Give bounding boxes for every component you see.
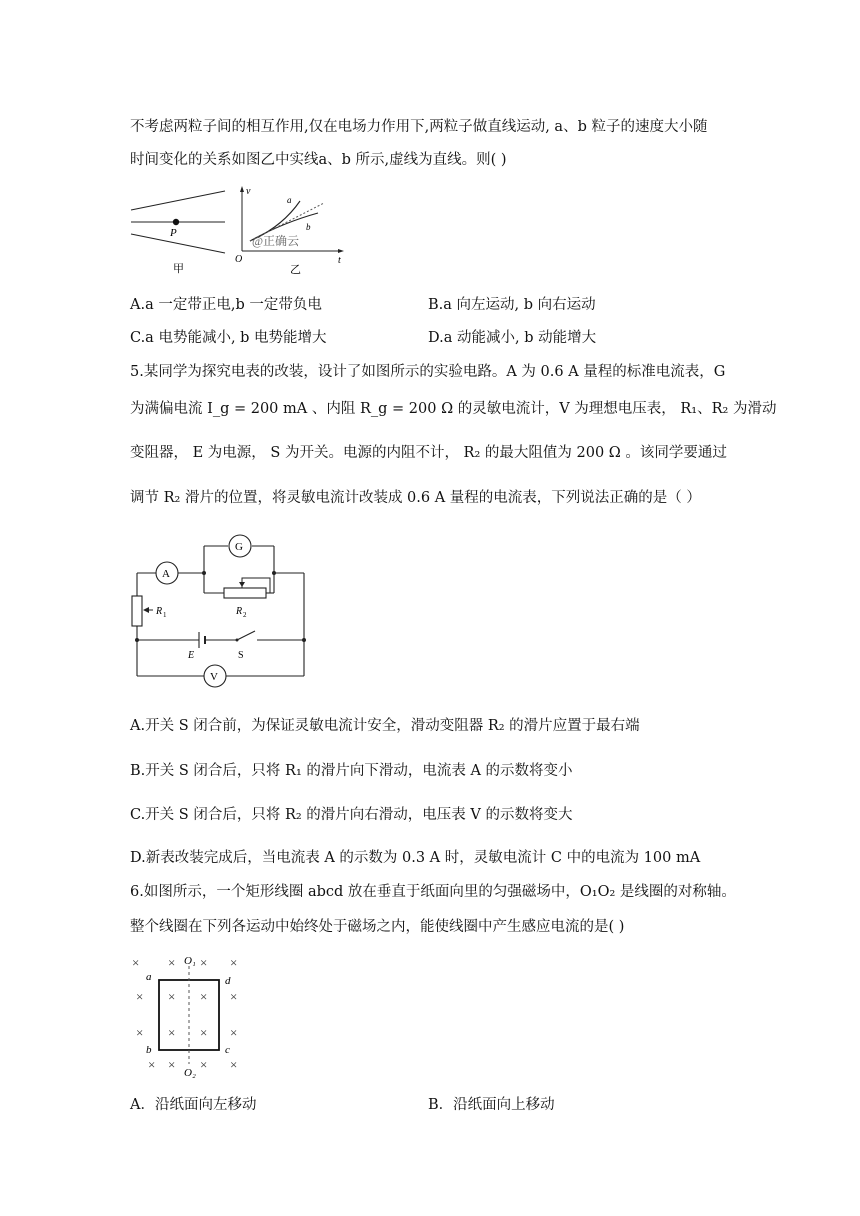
- switch-s-blade: [237, 631, 255, 640]
- figure-yi: [232, 183, 350, 279]
- r1-slider-arrow: [143, 607, 149, 613]
- caption-yi: 乙: [290, 264, 301, 276]
- field-line-bottom: [131, 234, 225, 253]
- curve-label-b: b: [306, 222, 311, 232]
- caption-jia: 甲: [173, 263, 184, 275]
- q4-option-b: B.a 向左运动, b 向右运动: [428, 297, 596, 313]
- field-cross: ×: [230, 989, 238, 1004]
- q6-text-line-2: 整个线圈在下列各运动中始终处于磁场之内，能使线圈中产生感应电流的是( ): [130, 919, 625, 935]
- r1-sub: 1: [163, 611, 167, 619]
- watermark: @正确云: [252, 234, 300, 248]
- q4-option-c: C.a 电势能减小, b 电势能增大: [130, 330, 327, 346]
- q5-text-line-3: 变阻器， E 为电源， S 为开关。电源的内阻不计， R₂ 的最大阻值为 200 Ω 。该同学要通过: [130, 445, 727, 461]
- rheostat-r2: [224, 588, 266, 598]
- q5-text-line-1: 5.某同学为探究电表的改装，设计了如图所示的实验电路。A 为 0.6 A 量程的标准电流表，G: [130, 364, 726, 380]
- t-axis-arrow: [338, 249, 344, 253]
- field-cross: ×: [168, 1025, 176, 1040]
- q5-text-line-2: 为满偏电流 I_g = 200 mA 、内阻 R_g = 200 Ω 的灵敏电流计，V 为理想电压表， R₁、R₂ 为滑动: [130, 401, 777, 417]
- switch-label: S: [238, 650, 244, 661]
- q6-option-a: A．沿纸面向左移动: [130, 1097, 257, 1113]
- q4-text-line-2: 时间变化的关系如图乙中实线a、b 所示,虚线为直线。则( ): [130, 152, 507, 168]
- q5-option-b: B.开关 S 闭合后，只将 R₁ 的滑片向下滑动，电流表 A 的示数将变小: [130, 763, 573, 779]
- coil-label-a: a: [146, 971, 152, 983]
- q5-option-d: D.新表改装完成后，当电流表 A 的示数为 0.3 A 时，灵敏电流计 C 中的电流为 100 mA: [130, 850, 701, 866]
- point-p-dot: [173, 219, 179, 225]
- q5-option-c: C.开关 S 闭合后，只将 R₂ 的滑片向右滑动，电压表 V 的示数将变大: [130, 807, 573, 823]
- field-cross: ×: [148, 1057, 156, 1072]
- figure-jia: [128, 186, 228, 278]
- q4-option-a: A.a 一定带正电,b 一定带负电: [130, 297, 322, 313]
- galvanometer-label: G: [235, 541, 243, 553]
- junction-dot: [202, 571, 206, 575]
- field-cross: ×: [136, 1025, 144, 1040]
- axis-label-o2: O₂: [184, 1067, 196, 1079]
- r1-label: R: [156, 606, 163, 617]
- field-cross: ×: [200, 989, 208, 1004]
- axis-label-o1: O₁: [184, 955, 196, 967]
- r2-sub: 2: [243, 611, 247, 619]
- v-axis-arrow: [240, 186, 244, 192]
- q4-text-line-1: 不考虑两粒子间的相互作用,仅在电场力作用下,两粒子做直线运动, a、b 粒子的速度大小随: [130, 119, 708, 135]
- q6-text-line-1: 6.如图所示，一个矩形线圈 abcd 放在垂直于纸面向里的匀强磁场中，O₁O₂ 是线圈的对称轴。: [130, 884, 736, 900]
- coil-figure: [128, 950, 260, 1082]
- field-cross: ×: [200, 1025, 208, 1040]
- ammeter-label: A: [162, 568, 170, 580]
- voltmeter-label: V: [210, 671, 218, 683]
- field-cross: ×: [200, 1057, 208, 1072]
- field-cross: ×: [136, 989, 144, 1004]
- q5-text-line-4: 调节 R₂ 滑片的位置，将灵敏电流计改装成 0.6 A 量程的电流表，下列说法正确的是（ ）: [130, 490, 701, 506]
- coil-label-b: b: [146, 1044, 152, 1056]
- field-cross: ×: [230, 1057, 238, 1072]
- battery-label: E: [188, 650, 195, 661]
- axis-label-t: t: [338, 255, 341, 266]
- field-cross: ×: [132, 955, 140, 970]
- field-line-top: [131, 191, 225, 210]
- field-cross: ×: [168, 989, 176, 1004]
- coil-label-c: c: [225, 1044, 230, 1056]
- r2-slider-arrow: [239, 582, 245, 587]
- axis-label-v: v: [246, 186, 251, 197]
- origin-label-o: O: [235, 254, 243, 265]
- field-cross: ×: [168, 1057, 176, 1072]
- field-cross: ×: [200, 955, 208, 970]
- junction-dot: [272, 571, 276, 575]
- rheostat-r1: [132, 596, 142, 626]
- circuit-diagram: [120, 530, 320, 695]
- r2-label: R: [236, 606, 243, 617]
- q4-option-d: D.a 动能减小, b 动能增大: [428, 330, 597, 346]
- field-cross: ×: [230, 1025, 238, 1040]
- q5-option-a: A.开关 S 闭合前，为保证灵敏电流计安全，滑动变阻器 R₂ 的滑片应置于最右端: [130, 718, 640, 734]
- coil-label-d: d: [225, 975, 231, 987]
- label-p: P: [170, 227, 177, 239]
- field-cross: ×: [168, 955, 176, 970]
- q6-option-b: B．沿纸面向上移动: [428, 1097, 555, 1113]
- field-cross: ×: [230, 955, 238, 970]
- curve-label-a: a: [287, 195, 292, 205]
